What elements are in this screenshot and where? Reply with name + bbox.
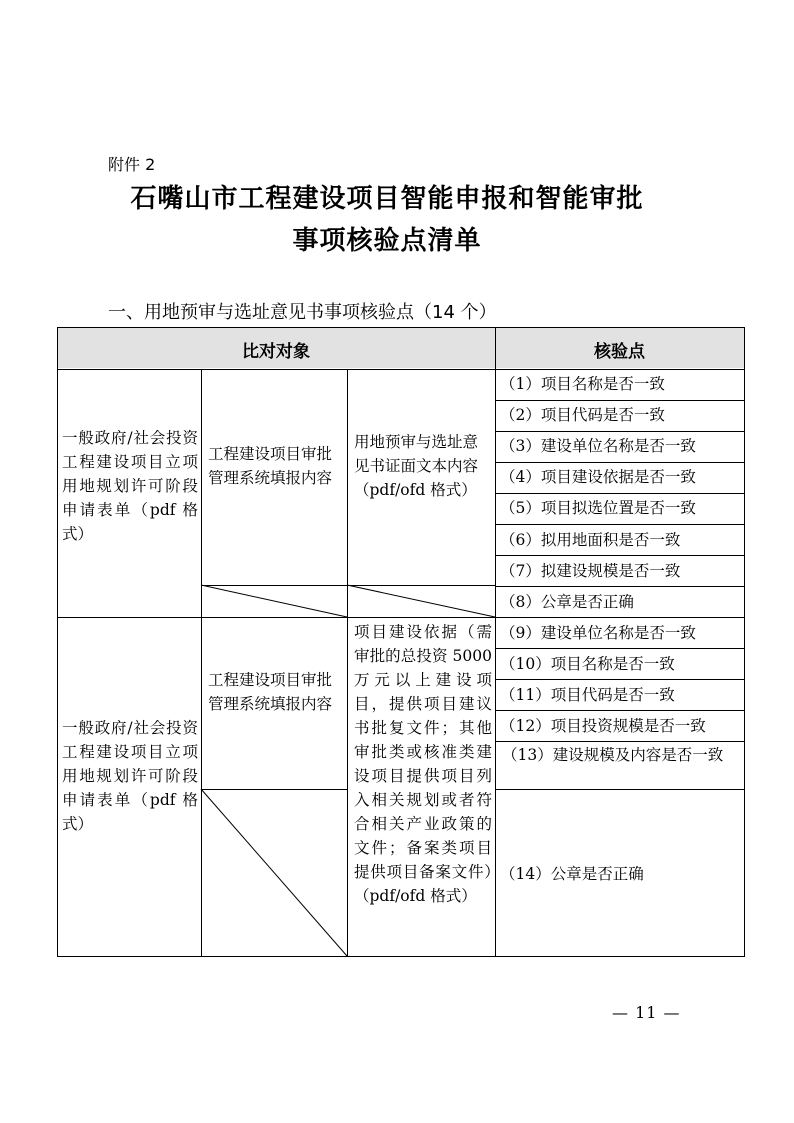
section-heading: 一、用地预审与选址意见书事项核验点（14 个） [108,302,497,323]
group2-system: 工程建设项目审批管理系统填报内容 [208,671,333,713]
diagonal-empty-cell [347,585,495,617]
group1-document: 用地预审与选址意见书证面文本内容（pdf/ofd 格式） [354,433,479,499]
check-item: （12）项目投资规模是否一致 [500,717,706,735]
page-number: — 11 — [612,1003,681,1022]
check-item: （6）拟用地面积是否一致 [500,531,681,549]
check-item: （10）项目名称是否一致 [500,655,675,673]
diagonal-empty-cell [201,789,347,956]
check-item: （9）建设单位名称是否一致 [500,624,696,642]
page-title-line2: 事项核验点清单 [292,226,482,256]
check-item: （11）项目代码是否一致 [500,686,675,704]
diagonal-empty-cell [201,585,347,617]
group1-object: 一般政府/社会投资工程建设项目立项用地规划许可阶段申请表单（pdf 格式） [62,429,198,543]
check-item: （1）项目名称是否一致 [500,375,665,393]
group1-system: 工程建设项目审批管理系统填报内容 [208,445,333,487]
check-item: （13）建设规模及内容是否一致 [502,746,724,764]
check-item: （5）项目拟选位置是否一致 [500,499,696,517]
check-item: （8）公章是否正确 [500,593,634,611]
header-check: 核验点 [594,342,645,362]
group2-object: 一般政府/社会投资工程建设项目立项用地规划许可阶段申请表单（pdf 格式） [62,719,198,833]
check-item: （2）项目代码是否一致 [500,406,665,424]
group2-document: 项目建设依据（需审批的总投资 5000 万元以上建设项目，提供项目建议书批复文件；其他审批类或核准类建设项目提供项目列入相关规划或者符合相关产业政策的文件；备案类项目提供项目备案文件）（pdf/ofd 格式） [354,623,492,905]
page-title-line1: 石嘴山市工程建设项目智能申报和智能审批 [130,184,644,214]
annex-label: 附件 2 [108,155,156,174]
check-item: （4）项目建设依据是否一致 [500,468,696,486]
check-item: （7）拟建设规模是否一致 [500,562,681,580]
check-item: （14）公章是否正确 [500,865,644,883]
check-item: （3）建设单位名称是否一致 [500,437,696,455]
header-compare: 比对对象 [242,342,310,362]
